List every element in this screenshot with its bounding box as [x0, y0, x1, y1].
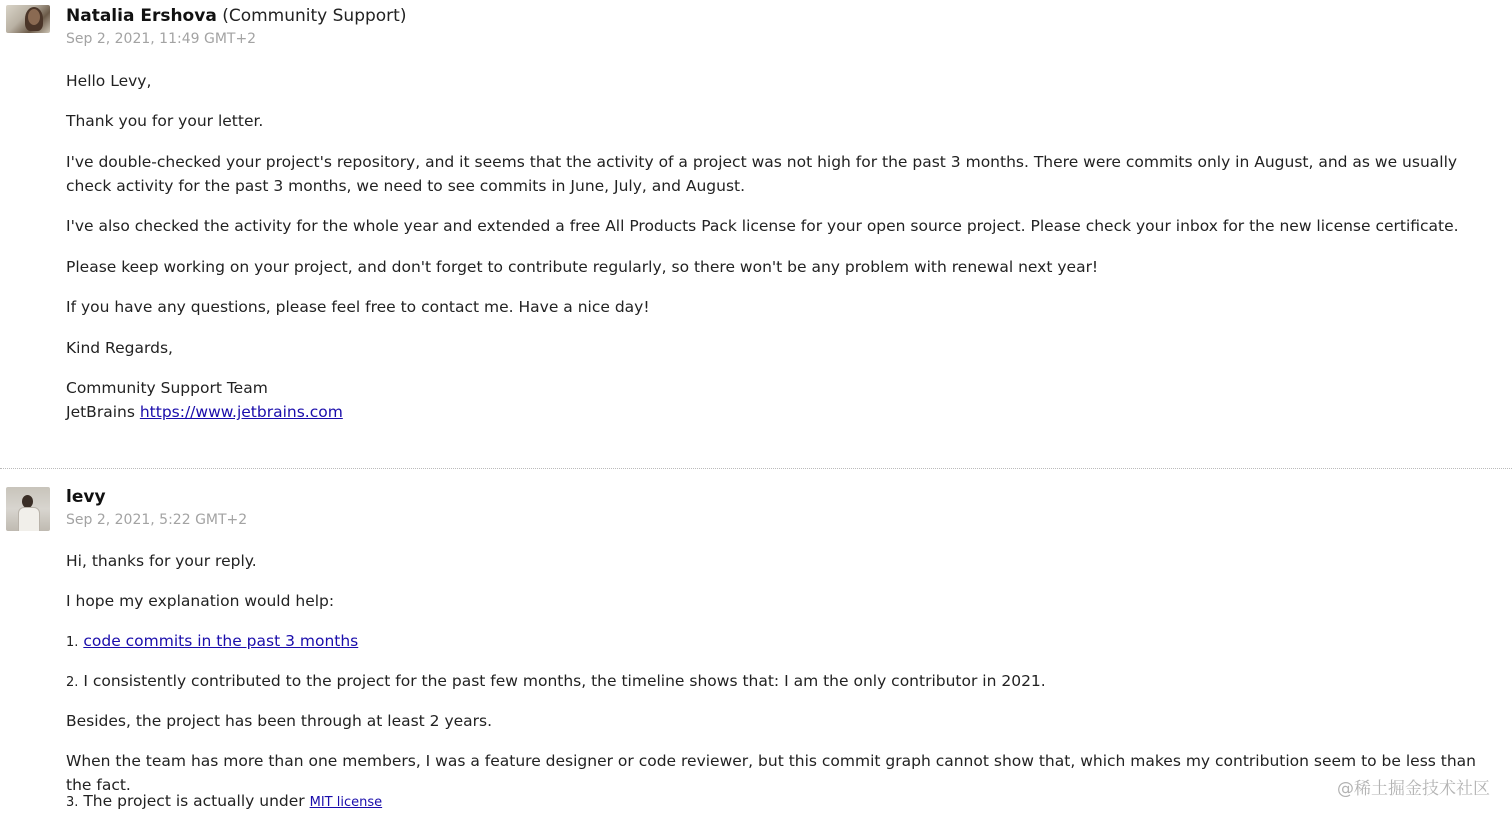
paragraph: I hope my explanation would help:: [66, 592, 335, 610]
message-date: Sep 2, 2021, 5:22 GMT+2: [66, 512, 248, 528]
signature-team: Community Support Team: [66, 379, 268, 397]
paragraph: If you have any questions, please feel free to contact me. Have a nice day!: [66, 298, 650, 316]
paragraph: When the team has more than one members, I was a feature designer or code reviewer, but this commit graph cannot show that, which makes my contribution seem to be less than the fact.: [66, 752, 1477, 794]
message-divider: [0, 468, 1512, 469]
commits-link[interactable]: code commits in the past 3 months: [83, 632, 359, 650]
list-number: 1.: [66, 635, 79, 650]
avatar-torso: [18, 507, 40, 531]
list-number: 2.: [66, 675, 79, 690]
sender-name[interactable]: Natalia Ershova: [66, 6, 217, 26]
paragraph: Thank you for your letter.: [66, 112, 264, 130]
list-item: [66, 629, 1506, 655]
sender-line: [66, 486, 106, 508]
watermark: @稀土掘金技术社区: [1337, 779, 1490, 799]
sender-name[interactable]: levy: [66, 487, 106, 507]
paragraph: Besides, the project has been through at least 2 years.: [66, 712, 493, 730]
list-item: [66, 789, 1506, 815]
paragraph: I've double-checked your project's repository, and it seems that the activity of a project was not high for the past 3 months. There were commits only in August, and as we usually check activity for the past 3 months, we need to see commits in June, July, and August.: [66, 153, 1458, 195]
sender-line: [66, 5, 406, 27]
paragraph: I've also checked the activity for the whole year and extended a free All Products Pack license for your open source project. Please check your inbox for the new license certificate.: [66, 217, 1459, 235]
list-item: [66, 669, 1506, 695]
closing: Kind Regards,: [66, 339, 173, 357]
paragraph: Please keep working on your project, and don't forget to contribute regularly, so there won't be any problem with renewal next year!: [66, 258, 1099, 276]
list-number: 3.: [66, 795, 79, 810]
sender-avatar[interactable]: [6, 487, 50, 531]
signature-company: JetBrains: [66, 403, 135, 421]
list-text: I consistently contributed to the project for the past few months, the timeline shows that: I am the only contributor in 2021.: [83, 672, 1046, 690]
message-date: Sep 2, 2021, 11:49 GMT+2: [66, 31, 257, 47]
jetbrains-link[interactable]: https://www.jetbrains.com: [139, 403, 343, 421]
list-text: The project is actually under: [83, 792, 305, 810]
sender-avatar[interactable]: [6, 5, 50, 33]
greeting: Hello Levy,: [66, 72, 152, 90]
avatar-face: [28, 9, 40, 25]
sender-role: (Community Support): [222, 6, 407, 26]
signature-company-line: [66, 400, 1506, 424]
mit-license-link[interactable]: MIT license: [309, 795, 383, 810]
paragraph: Hi, thanks for your reply.: [66, 552, 257, 570]
